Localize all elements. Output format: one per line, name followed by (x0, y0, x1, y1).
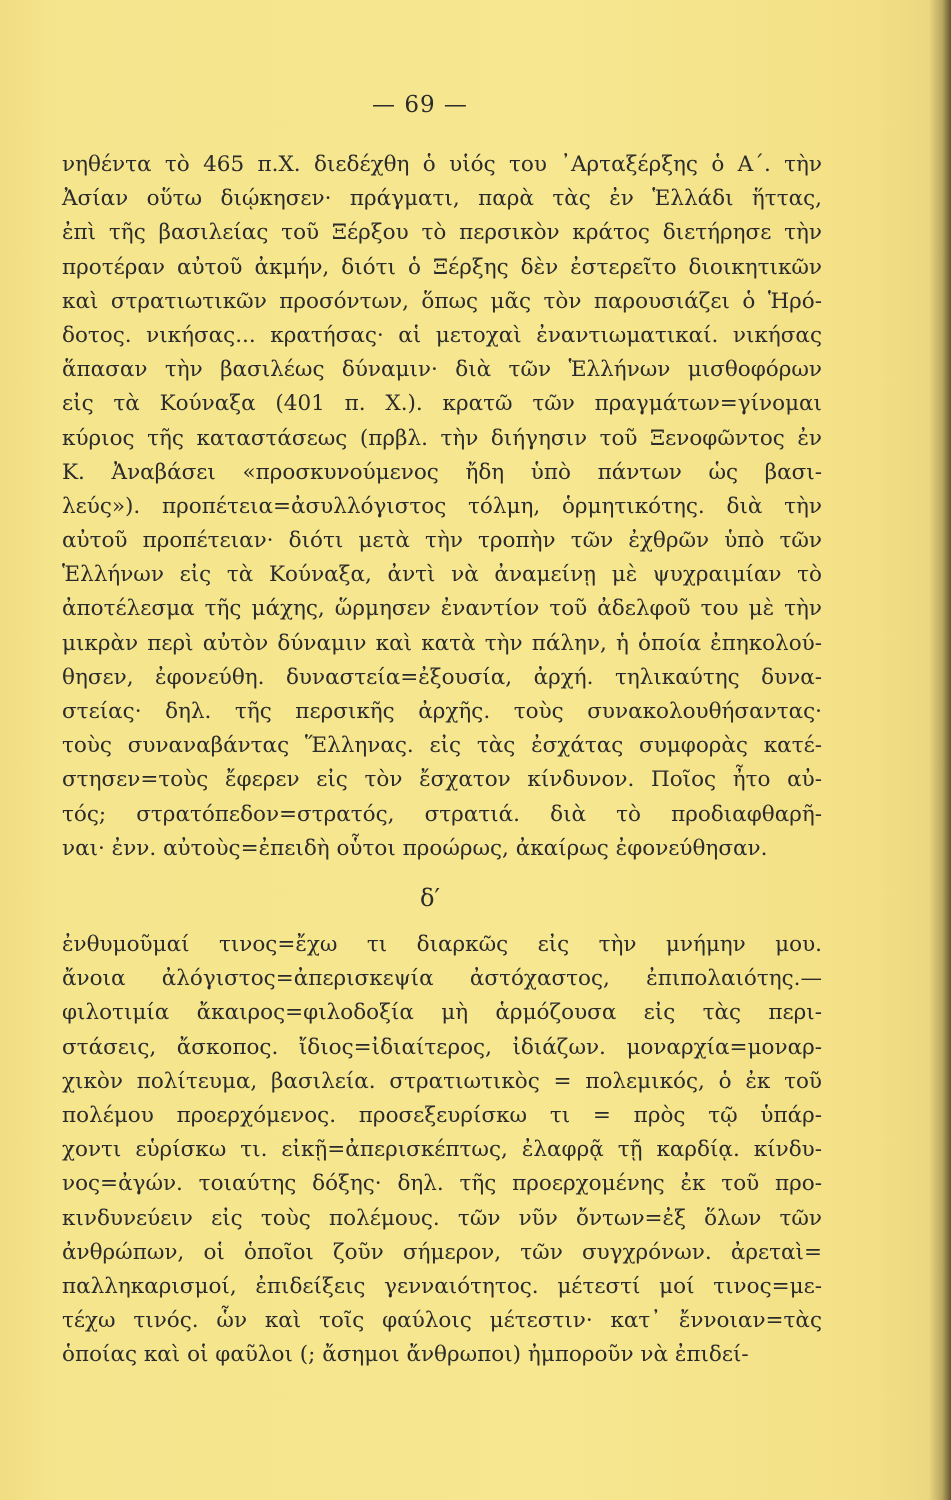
text-line: εἰς τὰ Κούναξα (401 π. Χ.). κρατῶ τῶν πραγμάτων=γίνομαι (62, 391, 822, 417)
text-line: αὐτοῦ προπέτειαν· διότι μετὰ τὴν τροπὴν τῶν ἐχθρῶν ὑπὸ τῶν (62, 528, 822, 554)
text-line: χοντι εὑρίσκω τι. εἰκῇ=ἀπερισκέπτως, ἐλαφρᾷ τῇ καρδίᾳ. κίνδυ- (62, 1137, 822, 1163)
text-line: φιλοτιμία ἄκαιρος=φιλοδοξία μὴ ἁρμόζουσα εἰς τὰς περι- (62, 1000, 822, 1026)
text-line: δοτος. νικήσας... κρατήσας· αἱ μετοχαὶ ἐναντιωματικαί. νικήσας (62, 322, 822, 348)
page-edge-shadow (929, 0, 951, 1500)
text-line: νηθέντα τὸ 465 π.Χ. διεδέχθη ὁ υἱός του ᾿Αρταξέρξης ὁ Α΄. τὴν (62, 152, 822, 177)
text-line: ἅπασαν τὴν βασιλέως δύναμιν· διὰ τῶν Ἑλλήνων μισθοφόρων (62, 357, 822, 383)
text-line: παλληκαρισμοί, ἐπιδείξεις γενναιότητος. μέτεστί μοί τινος=με- (62, 1273, 822, 1299)
text-line: ἐπὶ τῆς βασιλείας τοῦ Ξέρξου τὸ περσικὸν κράτος διετήρησε τὴν (62, 220, 822, 246)
text-line: στησεν=τοὺς ἔφερεν εἰς τὸν ἔσχατον κίνδυνον. Ποῖος ἦτο αὐ- (62, 767, 822, 793)
page-number: — 69 — (372, 92, 468, 118)
text-line: ὁποίας καὶ οἱ φαῦλοι (; ἄσημοι ἄνθρωποι) ἠμποροῦν νὰ ἐπιδεί- (62, 1342, 749, 1368)
text-line: ναι· ἐνν. αὐτοὺς=ἐπειδὴ οὗτοι προώρως, ἀκαίρως ἐφονεύθησαν. (62, 835, 768, 861)
text-line: χικὸν πολίτευμα, βασιλεία. στρατιωτικὸς = πολεμικός, ὁ ἐκ τοῦ (62, 1068, 822, 1094)
text-line: μικρὰν περὶ αὐτὸν δύναμιν καὶ κατὰ τὴν πάλην, ἡ ὁποία ἐπηκολού- (62, 630, 822, 656)
text-block-top (62, 148, 822, 866)
text-line: Κ. Ἀναβάσει «προσκυνούμενος ἤδη ὑπὸ πάντων ὡς βασι- (62, 459, 822, 485)
text-line: πολέμου προερχόμενος. προσεξευρίσκω τι = πρὸς τῷ ὑπάρ- (62, 1102, 822, 1128)
section-heading: δ′ (420, 884, 440, 912)
text-line: τέχω τινός. ὧν καὶ τοῖς φαύλοις μέτεστιν· κατ᾿ ἔννοιαν=τὰς (62, 1308, 822, 1334)
text-line: λεύς»). προπέτεια=ἀσυλλόγιστος τόλμη, ὁρμητικότης. διὰ τὴν (62, 493, 822, 519)
text-line: τός; στρατόπεδον=στρατός, στρατιά. διὰ τὸ προδιαφθαρῆ- (62, 801, 822, 827)
text-line: ἐνθυμοῦμαί τινος=ἔχω τι διαρκῶς εἰς τὴν μνήμην μου. (62, 932, 822, 957)
text-line: στάσεις, ἄσκοπος. ἴδιος=ἰδιαίτερος, ἰδιάζων. μοναρχία=μοναρ- (62, 1034, 822, 1060)
text-line: τοὺς συναναβάντας Ἕλληνας. εἰς τὰς ἐσχάτας συμφορὰς κατέ- (62, 733, 822, 759)
text-line: θησεν, ἐφονεύθη. δυναστεία=ἐξουσία, ἀρχή. τηλικαύτης δυνα- (62, 664, 822, 690)
text-line: στείας· δηλ. τῆς περσικῆς ἀρχῆς. τοὺς συνακολουθήσαντας· (62, 699, 822, 724)
text-line: ἀποτέλεσμα τῆς μάχης, ὥρμησεν ἐναντίον τοῦ ἀδελφοῦ του μὲ τὴν (62, 596, 822, 622)
text-line: καὶ στρατιωτικῶν προσόντων, ὅπως μᾶς τὸν παρουσιάζει ὁ Ἡρό- (62, 288, 822, 314)
text-line: ἄνοια ἀλόγιστος=ἀπερισκεψία ἀστόχαστος, ἐπιπολαιότης.— (62, 966, 822, 992)
text-block-bottom (62, 928, 822, 1372)
text-line: προτέραν αὐτοῦ ἀκμήν, διότι ὁ Ξέρξης δὲν ἐστερεῖτο διοικητικῶν (62, 254, 822, 280)
text-line: ἀνθρώπων, οἱ ὁποῖοι ζοῦν σήμερον, τῶν συγχρόνων. ἀρεταὶ= (62, 1239, 822, 1265)
text-line: νος=ἀγών. τοιαύτης δόξης· δηλ. τῆς προερχομένης ἐκ τοῦ προ- (62, 1171, 822, 1197)
text-line: Ἀσίαν οὕτω διῴκησεν· πράγματι, παρὰ τὰς ἐν Ἑλλάδι ἥττας, (62, 186, 822, 212)
text-line: κύριος τῆς καταστάσεως (πρβλ. τὴν διήγησιν τοῦ Ξενοφῶντος ἐν (62, 425, 822, 451)
text-line: Ἑλλήνων εἰς τὰ Κούναξα, ἀντὶ νὰ ἀναμείνῃ μὲ ψυχραιμίαν τὸ (62, 562, 822, 588)
text-line: κινδυνεύειν εἰς τοὺς πολέμους. τῶν νῦν ὄντων=ἐξ ὅλων τῶν (62, 1205, 822, 1231)
